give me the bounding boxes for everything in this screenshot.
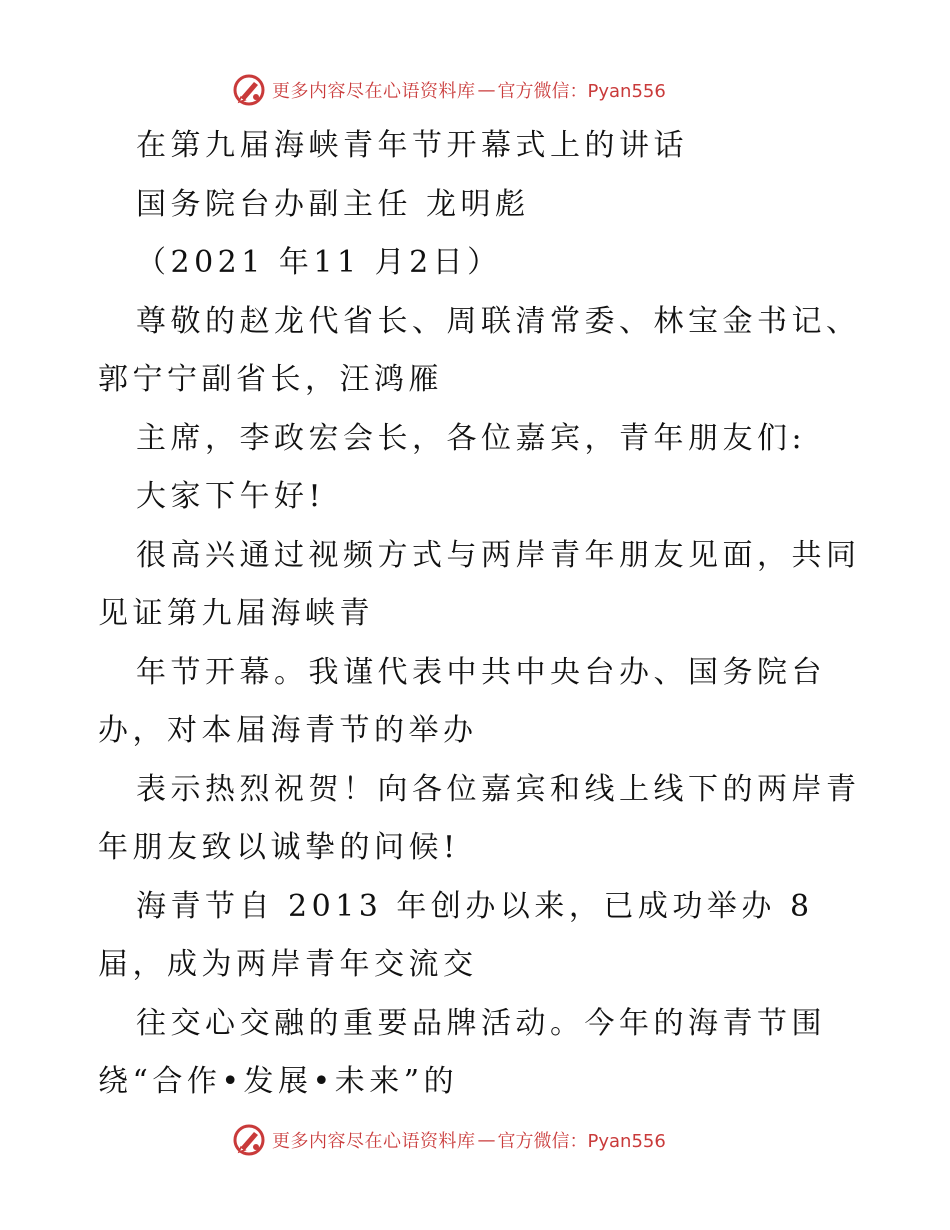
text-line: 年节开幕。我谨代表中共中央台办、国务院台 — [136, 655, 826, 690]
watermark-wechat: 官方微信：Pyan556 — [497, 81, 666, 102]
text-line: 很高兴通过视频方式与两岸青年朋友见面，共同 — [136, 538, 861, 573]
watermark-dash: — — [477, 1129, 496, 1151]
text-line: 尊敬的赵龙代省长、周联清常委、林宝金书记、 — [136, 304, 861, 339]
logo-icon — [232, 1123, 266, 1157]
text-line: 往交心交融的重要品牌活动。今年的海青节围 — [136, 1006, 826, 1041]
text-line: 表示热烈祝贺！向各位嘉宾和线上线下的两岸青 — [136, 772, 861, 807]
speech-title: 在第九届海峡青年节开幕式上的讲话 — [136, 128, 688, 163]
text-line: 办，对本届海青节的举办 — [98, 713, 478, 748]
watermark-wechat: 官方微信：Pyan556 — [497, 1131, 666, 1152]
watermark-text: 更多内容尽在心语资料库 — [272, 81, 476, 102]
text-line: 海青节自 2013 年创办以来，已成功举办 8 — [136, 889, 814, 924]
text-line: 年朋友致以诚挚的问候! — [98, 830, 460, 865]
text-line: 大家下午好! — [136, 479, 326, 514]
date-line: （2021 年11 月2日） — [136, 245, 502, 280]
text-line: 郭宁宁副省长，汪鸿雁 — [98, 362, 443, 397]
text-line: 见证第九届海峡青 — [98, 596, 374, 631]
speaker-line: 国务院台办副主任 龙明彪 — [136, 187, 530, 222]
header-watermark — [232, 72, 666, 108]
watermark-dash: — — [477, 79, 496, 101]
text-line: 主席，李政宏会长，各位嘉宾，青年朋友们: — [136, 421, 807, 456]
text-line: 届，成为两岸青年交流交 — [98, 947, 478, 982]
watermark-text: 更多内容尽在心语资料库 — [272, 1131, 476, 1152]
logo-icon — [232, 73, 266, 107]
footer-watermark — [232, 1122, 666, 1158]
text-line: 绕“合作•发展•未来”的 — [98, 1064, 459, 1099]
